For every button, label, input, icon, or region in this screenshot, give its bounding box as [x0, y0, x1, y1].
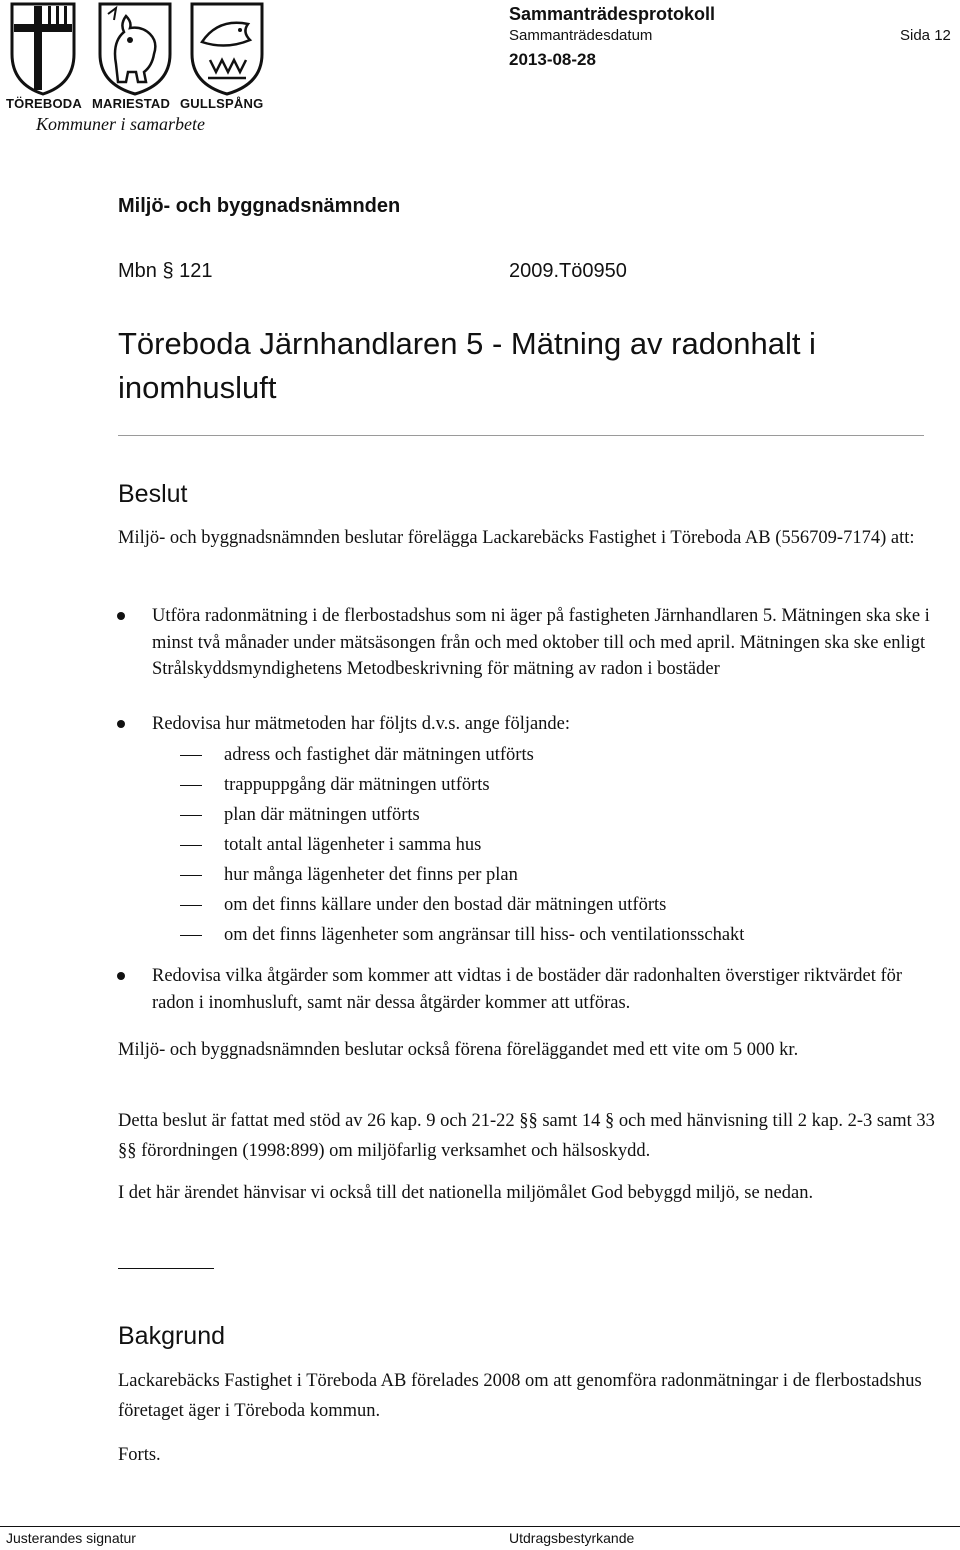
- protocol-title: Sammanträdesprotokoll: [509, 4, 716, 24]
- page-title: Töreboda Järnhandlaren 5 - Mätning av radonhalt i inomhusluft: [118, 326, 816, 405]
- sub-list: [224, 740, 944, 950]
- municipality-name: TÖREBODA: [6, 96, 82, 111]
- date-label: Sammanträdesdatum: [509, 27, 653, 44]
- sub-list-item: om det finns källare under den bostad där mätningen utförts: [224, 890, 944, 920]
- mariestad-shield-icon: [100, 4, 170, 94]
- divider: [118, 435, 924, 436]
- toreboda-shield-icon: [12, 4, 74, 94]
- coat-of-arms-icon: [4, 2, 266, 98]
- environmental-goal-paragraph: I det här ärendet hänvisar vi också till det nationella miljömålet God bebyggd miljö, se nedan.: [118, 1183, 814, 1203]
- section-heading-beslut: Beslut: [118, 480, 188, 508]
- sub-list-item: om det finns lägenheter som angränsar till hiss- och ventilationsschakt: [224, 920, 944, 950]
- penalty-paragraph: Miljö- och byggnadsnämnden beslutar också förena föreläggandet med ett vite om 5 000 kr.: [118, 1040, 799, 1060]
- signature-label: Justerandes signatur: [6, 1530, 136, 1546]
- committee-name: Miljö- och byggnadsnämnden: [118, 195, 401, 217]
- meeting-date: 2013-08-28: [509, 50, 596, 69]
- list-item: Redovisa vilka åtgärder som kommer att vidtas i de bostäder där radonhalten överstiger riktvärdet för radon i inomhusluft, samt när dessa åtgärder kommer att utföras.: [152, 963, 942, 1017]
- footer-divider: [0, 1526, 960, 1527]
- municipality-name: MARIESTAD: [92, 96, 171, 111]
- decision-intro: Miljö- och byggnadsnämnden beslutar förelägga Lackarebäcks Fastighet i Töreboda AB (556709-7174) att:: [118, 528, 915, 548]
- tagline: Kommuner i samarbete: [36, 114, 205, 134]
- page-number: Sida 12: [900, 27, 951, 44]
- case-number: 2009.Tö0950: [509, 260, 627, 282]
- sub-list-item: trappuppgång där mätningen utförts: [224, 770, 944, 800]
- sub-list-item: plan där mätningen utförts: [224, 800, 944, 830]
- divider: [118, 1268, 214, 1269]
- gullspang-shield-icon: [192, 4, 262, 94]
- sub-list-item: totalt antal lägenheter i samma hus: [224, 830, 944, 860]
- list-item: Redovisa hur mätmetoden har följts d.v.s. ange följande:: [152, 711, 942, 738]
- case-paragraph: Mbn § 121: [118, 260, 213, 282]
- extract-label: Utdragsbestyrkande: [509, 1530, 635, 1546]
- list-item: Utföra radonmätning i de flerbostadshus som ni äger på fastigheten Järnhandlaren 5. Mätningen ska ske i minst två månader under mätsäsongen från och med oktober till och med april. Mätningen ska ske enligt Strålskyddsmyndighetens Metodbeskrivning för mätning av radon i bostäder: [152, 603, 942, 683]
- sub-list-item: adress och fastighet där mätningen utförts: [224, 740, 944, 770]
- municipality-name: GULLSPÅNG: [180, 96, 264, 111]
- background-paragraph: Lackarebäcks Fastighet i Töreboda AB förelades 2008 om att genomföra radonmätningar i de flerbostadshus företaget äger i Töreboda kommun.: [118, 1371, 922, 1421]
- legal-basis-paragraph: Detta beslut är fattat med stöd av 26 kap. 9 och 21-22 §§ samt 14 § och med hänvisning till 2 kap. 2-3 samt 33 §§ förordningen (1998:899) om miljöfarlig verksamhet och hälsoskydd.: [118, 1111, 935, 1161]
- municipal-logos: [4, 2, 266, 134]
- sub-list-item: hur många lägenheter det finns per plan: [224, 860, 944, 890]
- section-heading-bakgrund: Bakgrund: [118, 1322, 226, 1350]
- continued-note: Forts.: [118, 1445, 161, 1465]
